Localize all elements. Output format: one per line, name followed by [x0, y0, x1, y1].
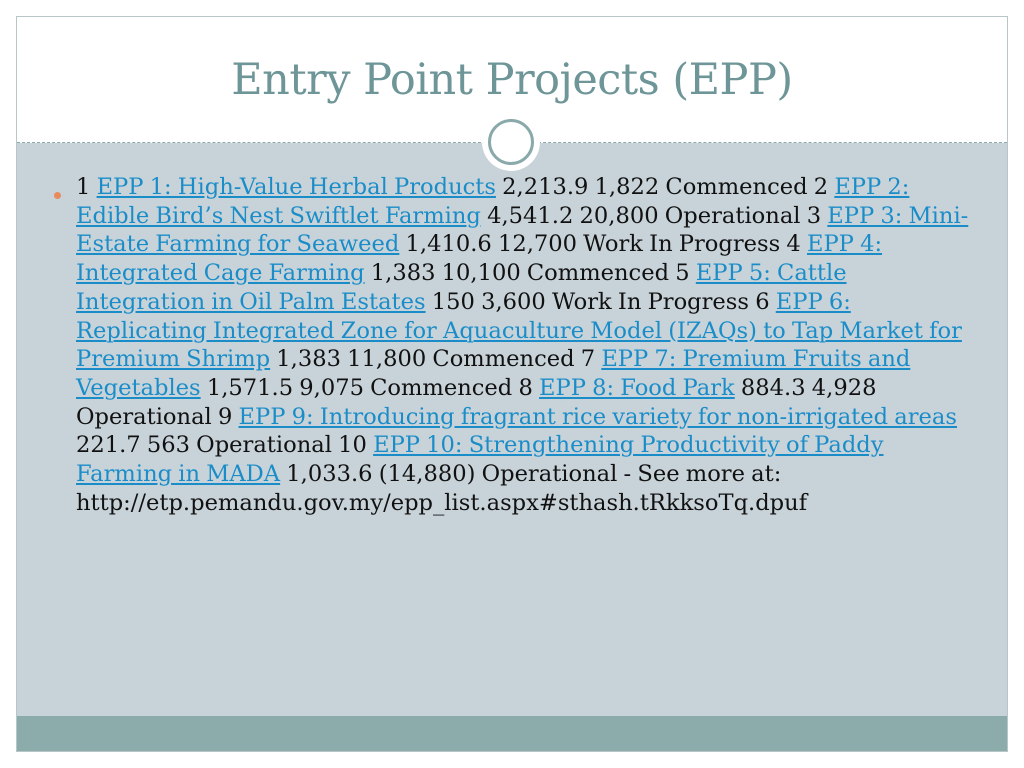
epp-link-1[interactable]: EPP 1: High-Value Herbal Products: [96, 174, 496, 200]
epp-row-number: 4: [786, 231, 807, 258]
footer-band: [17, 716, 1007, 751]
epp-row-number: 9: [217, 403, 239, 430]
epp-link-3[interactable]: EPP 3: Mini-Estate Farming for Seaweed: [76, 202, 969, 258]
epp-row-values: 884.3 4,928 Operational: [76, 374, 877, 430]
epp-link-6[interactable]: EPP 6: Replicating Integrated Zone for Aquaculture Model (IZAQs) to Tap Market for Premium Shrimp: [76, 288, 962, 373]
source-note: - See more at: http://etp.pemandu.gov.my/epp_list.aspx#sthash.tRkksoTq.dpuf: [76, 461, 808, 516]
epp-link-7[interactable]: EPP 7: Premium Fruits and Vegetables: [76, 346, 911, 401]
epp-row-number: 2: [813, 174, 835, 200]
epp-row-number: 6: [755, 288, 776, 315]
epp-link-10[interactable]: EPP 10: Strengthening Productivity of Paddy Farming in MADA: [76, 432, 884, 488]
slide-title: Entry Point Projects (EPP): [231, 55, 793, 105]
epp-row-number: 3: [806, 202, 828, 229]
epp-row-values: 1,410.6 12,700 Work In Progress: [399, 231, 787, 258]
epp-row-values: 4,541.2 20,800 Operational: [480, 202, 807, 229]
epp-row-number: 8: [518, 374, 540, 401]
epp-row-number: 7: [580, 346, 602, 373]
epp-row-values: 1,383 11,800 Commenced: [270, 346, 581, 373]
epp-row-number: 1: [76, 174, 97, 200]
epp-row-values: 150 3,600 Work In Progress: [425, 288, 756, 315]
epp-link-9[interactable]: EPP 9: Introducing fragrant rice variety for non-irrigated areas: [238, 403, 957, 430]
slide: [16, 16, 1008, 752]
circle-ornament-icon: [482, 113, 540, 171]
ring-icon: [488, 119, 534, 165]
epp-link-4[interactable]: EPP 4: Integrated Cage Farming: [76, 231, 883, 287]
epp-row-values: 221.7 563 Operational: [76, 432, 339, 459]
epp-row-number: 5: [675, 260, 696, 287]
epp-link-2[interactable]: EPP 2: Edible Bird’s Nest Swiftlet Farming: [76, 174, 910, 229]
epp-row-number: 10: [338, 432, 374, 459]
epp-row-values: 1,571.5 9,075 Commenced: [200, 374, 519, 401]
epp-link-5[interactable]: EPP 5: Cattle Integration in Oil Palm Estates: [76, 260, 847, 315]
epp-list-paragraph: [76, 173, 971, 517]
epp-row-values: 2,213.9 1,822 Commenced: [495, 174, 814, 200]
epp-row-values: 1,383 10,100 Commenced: [364, 260, 676, 287]
epp-row-values: 1,033.6 (14,880) Operational: [280, 461, 624, 488]
epp-link-8[interactable]: EPP 8: Food Park: [539, 374, 735, 401]
bullet-icon: [54, 192, 61, 199]
